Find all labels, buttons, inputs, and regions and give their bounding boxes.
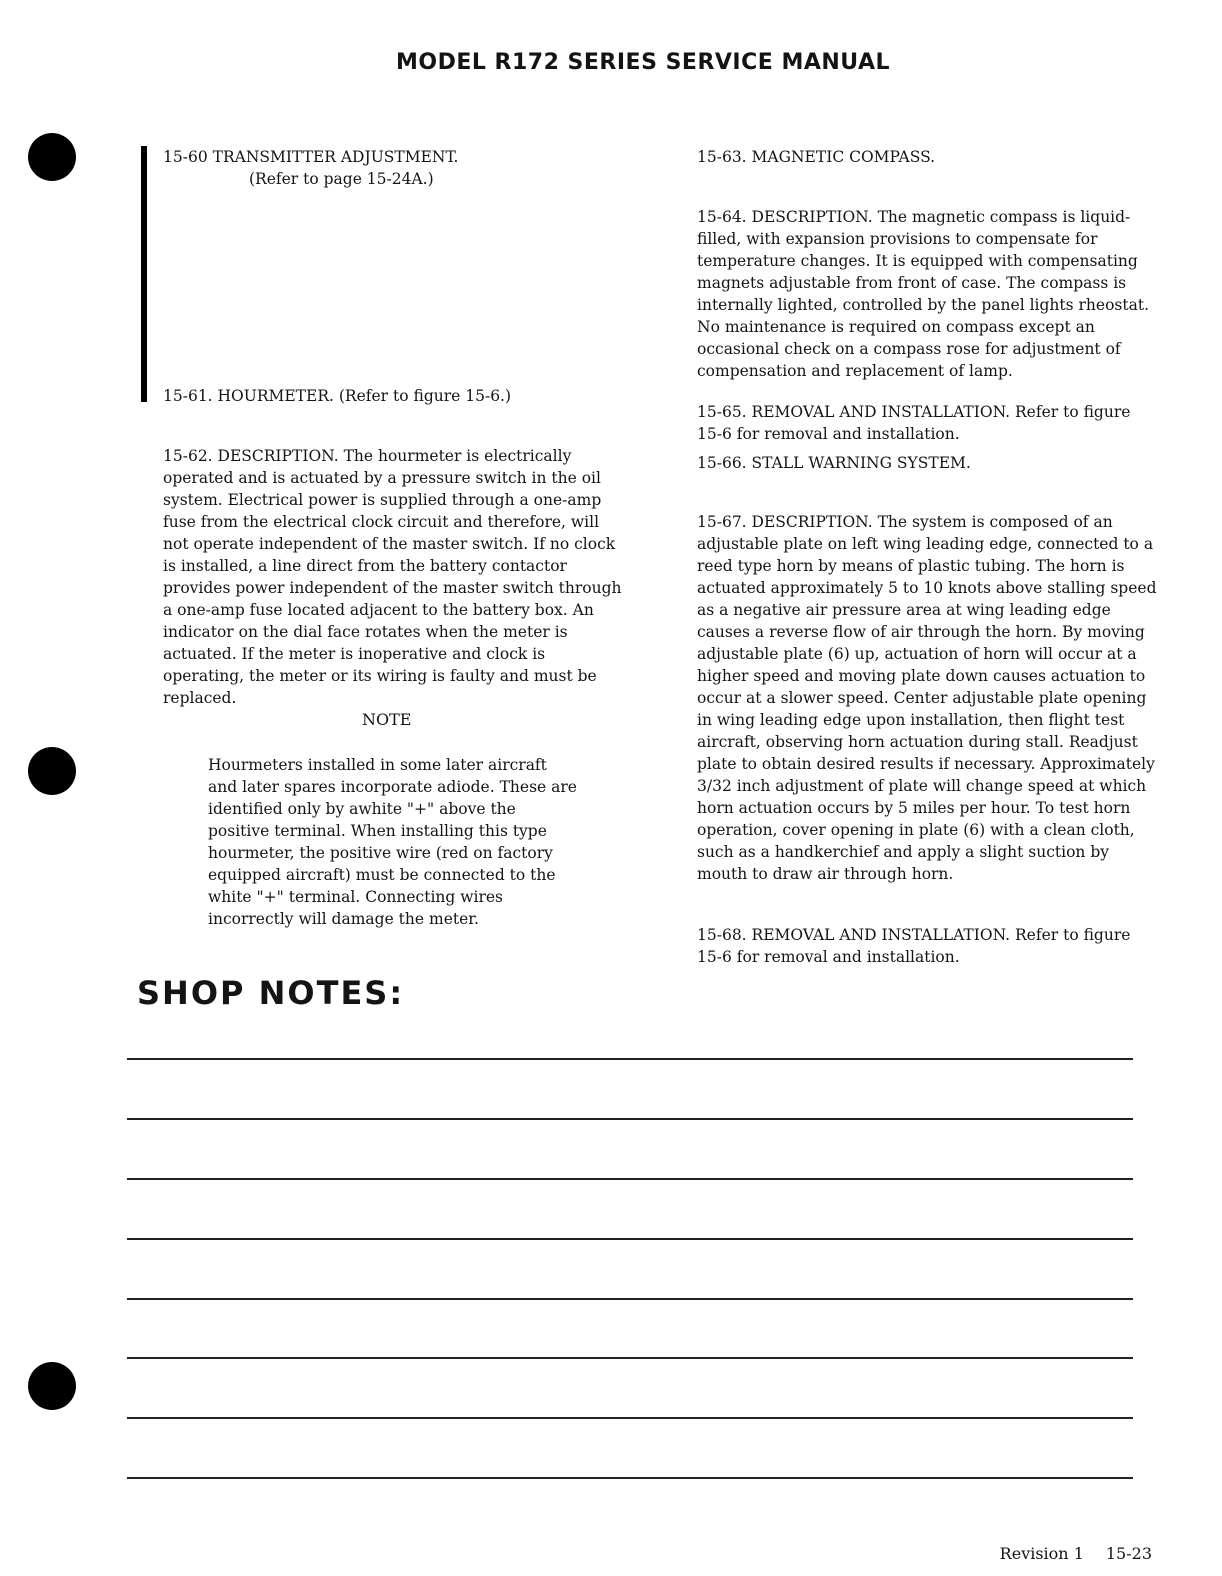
shop-notes-line bbox=[127, 1477, 1133, 1479]
hourmeter-heading: 15-61. HOURMETER. (Refer to figure 15-6.) bbox=[163, 387, 512, 405]
transmitter-adjustment-section bbox=[163, 146, 623, 190]
magnetic-compass-heading: 15-63. MAGNETIC COMPASS. bbox=[697, 148, 936, 166]
note-label: NOTE bbox=[362, 710, 412, 729]
compass-description: 15-64. DESCRIPTION. The magnetic compass is liquid-filled, with expansion provisions to compensate for temperature changes. It is equipped with compensating magnets adjustable from front of case. The compass is internally lighted, controlled by the panel lights rheostat. No maintenance is required on compass except an occasional check on a compass rose for adjustment of compensation and replacement of lamp. bbox=[697, 207, 1149, 380]
transmitter-page-reference: (Refer to page 15-24A.) bbox=[249, 170, 434, 188]
shop-notes-line bbox=[127, 1238, 1133, 1240]
transmitter-heading: 15-60 TRANSMITTER ADJUSTMENT. bbox=[163, 148, 459, 166]
revision-label: Revision 1 bbox=[999, 1544, 1084, 1563]
note-text: Hourmeters installed in some later aircraft and later spares incorporate adiode. These are identified only by awhite "+" above the positive terminal. When installing this type hourmeter, the positive wire (red on factory equipped aircraft) must be connected to the white "+" terminal. Connecting wires incorrectly will damage the meter. bbox=[208, 756, 577, 928]
stall-warning-heading: 15-66. STALL WARNING SYSTEM. bbox=[697, 454, 971, 472]
page-footer bbox=[978, 1544, 1152, 1563]
binder-hole-bottom bbox=[28, 1362, 76, 1410]
shop-notes-line bbox=[127, 1118, 1133, 1120]
shop-notes-line bbox=[127, 1417, 1133, 1419]
shop-notes-line bbox=[127, 1058, 1133, 1060]
binder-hole-top bbox=[28, 133, 76, 181]
page-header: MODEL R172 SERIES SERVICE MANUAL bbox=[395, 50, 891, 75]
compass-removal-installation: 15-65. REMOVAL AND INSTALLATION. Refer to figure 15-6 for removal and installation. bbox=[697, 402, 1131, 443]
shop-notes-line bbox=[127, 1178, 1133, 1180]
revision-change-bar bbox=[141, 146, 147, 402]
shop-notes-line bbox=[127, 1298, 1133, 1300]
shop-notes-title: SHOP NOTES: bbox=[137, 974, 405, 1012]
binder-hole-middle bbox=[28, 747, 76, 795]
shop-notes-line bbox=[127, 1357, 1133, 1359]
stall-warning-description: 15-67. DESCRIPTION. The system is composed of an adjustable plate on left wing leading edge, connected to a reed type horn by means of plastic tubing. The horn is actuated approximately 5 to 10 knots above stalling speed as a negative air pressure area at wing leading edge causes a reverse flow of air through the horn. By moving adjustable plate (6) up, actuation of horn will occur at a higher speed and moving plate down causes actuation to occur at a slower speed. Center adjustable plate opening in wing leading edge upon installation, then flight test aircraft, observing horn actuation during stall. Readjust plate to obtain desired results if necessary. Approximately 3/32 inch adjustment of plate will change speed at which horn actuation occurs by 5 miles per hour. To test horn operation, cover opening in plate (6) with a clean cloth, such as a handkerchief and apply a slight suction by mouth to draw air through horn. bbox=[697, 512, 1157, 883]
hourmeter-description: 15-62. DESCRIPTION. The hourmeter is electrically operated and is actuated by a pressure switch in the oil system. Electrical power is supplied through a one-amp fuse from the electrical clock circuit and therefore, will not operate independent of the master switch. If no clock is installed, a line direct from the battery contactor provides power independent of the master switch through a one-amp fuse located adjacent to the battery box. An indicator on the dial face rotates when the meter is actuated. If the meter is inoperative and clock is operating, the meter or its wiring is faulty and must be replaced. bbox=[163, 446, 622, 707]
stall-removal-installation: 15-68. REMOVAL AND INSTALLATION. Refer to figure 15-6 for removal and installation. bbox=[697, 925, 1131, 966]
page-number: 15-23 bbox=[1105, 1544, 1152, 1563]
